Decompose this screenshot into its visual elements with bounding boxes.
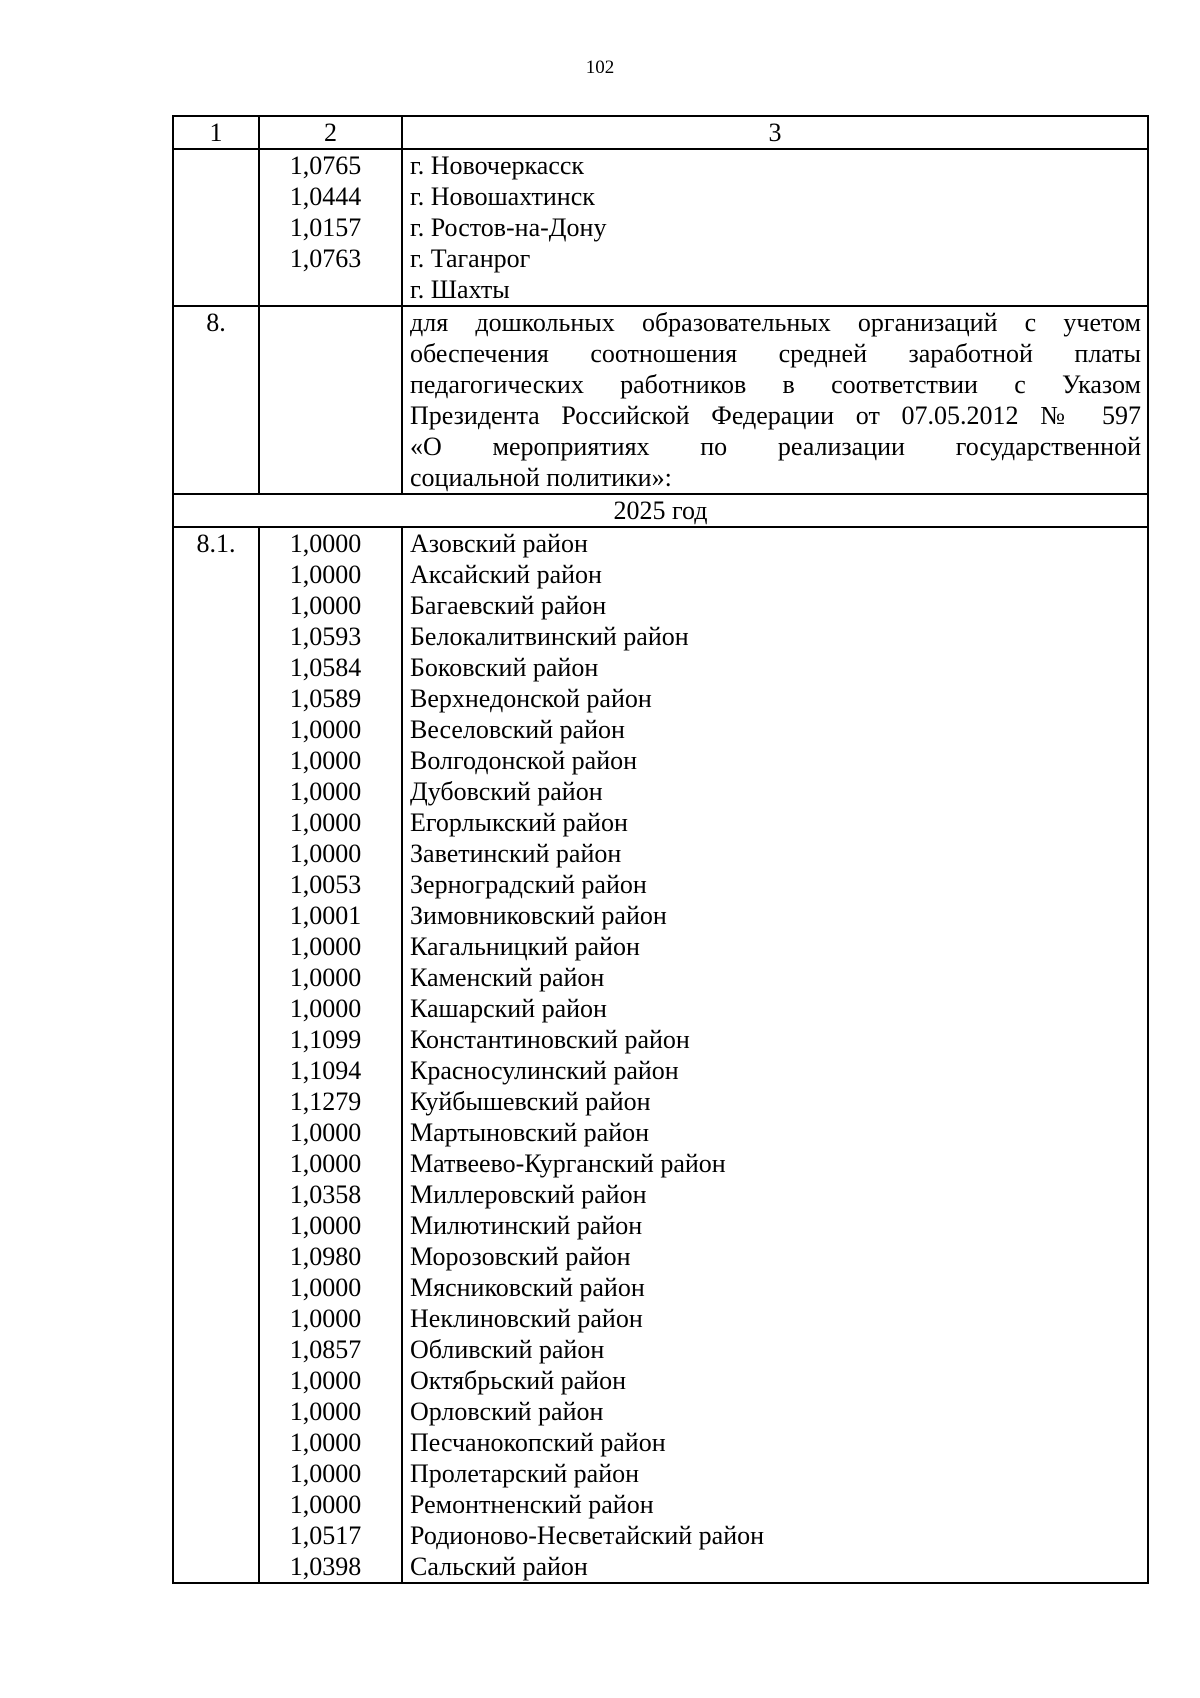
municipality-name-cell: Верхнедонской район bbox=[402, 683, 1148, 714]
coefficient-cell: 1,0000 bbox=[259, 1272, 402, 1303]
municipality-name-cell: Дубовский район bbox=[402, 776, 1148, 807]
table-row bbox=[173, 527, 1148, 559]
municipality-name-cell: Октябрьский район bbox=[402, 1365, 1148, 1396]
coefficients-table bbox=[172, 115, 1149, 1584]
column-header-3: 3 bbox=[402, 116, 1148, 149]
table-row bbox=[173, 243, 1148, 274]
municipality-name-cell: Веселовский район bbox=[402, 714, 1148, 745]
coefficient-cell: 1,0589 bbox=[259, 683, 402, 714]
row-number-cell bbox=[173, 590, 259, 621]
coefficient-cell: 1,0763 bbox=[259, 243, 402, 274]
municipality-name-cell: г. Новочеркасск bbox=[402, 149, 1148, 181]
row-number-cell bbox=[173, 714, 259, 745]
row-number-cell bbox=[173, 652, 259, 683]
description-line: обеспечения соотношения средней заработной платы bbox=[410, 339, 1141, 368]
municipality-name-cell: Кагальницкий район bbox=[402, 931, 1148, 962]
municipality-name-cell: Обливский район bbox=[402, 1334, 1148, 1365]
description-line: «О мероприятиях по реализации государственной bbox=[410, 432, 1141, 461]
column-header-1: 1 bbox=[173, 116, 259, 149]
row-number-cell bbox=[173, 1055, 259, 1086]
municipality-name-cell: Каменский район bbox=[402, 962, 1148, 993]
description-line: социальной политики»: bbox=[410, 463, 672, 492]
municipality-name-cell: Азовский район bbox=[402, 527, 1148, 559]
municipality-name-cell: Милютинский район bbox=[402, 1210, 1148, 1241]
municipality-name-cell: Егорлыкский район bbox=[402, 807, 1148, 838]
section-8-row bbox=[173, 306, 1148, 494]
table-row bbox=[173, 652, 1148, 683]
row-number-cell bbox=[173, 869, 259, 900]
table-row bbox=[173, 1148, 1148, 1179]
coefficient-cell: 1,0593 bbox=[259, 621, 402, 652]
coefficient-cell: 1,0000 bbox=[259, 1458, 402, 1489]
table-row bbox=[173, 962, 1148, 993]
coefficient-cell: 1,0000 bbox=[259, 993, 402, 1024]
municipality-name-cell: Ремонтненский район bbox=[402, 1489, 1148, 1520]
coefficient-cell: 1,0000 bbox=[259, 1396, 402, 1427]
row-number-cell bbox=[173, 900, 259, 931]
coefficient-cell: 1,0980 bbox=[259, 1241, 402, 1272]
table-row bbox=[173, 745, 1148, 776]
municipality-name-cell: Мясниковский район bbox=[402, 1272, 1148, 1303]
coefficient-cell: 1,0000 bbox=[259, 527, 402, 559]
coefficient-cell: 1,0444 bbox=[259, 181, 402, 212]
row-number-cell bbox=[173, 1458, 259, 1489]
coefficient-cell: 1,0000 bbox=[259, 559, 402, 590]
coefficient-cell: 1,0000 bbox=[259, 590, 402, 621]
table-row bbox=[173, 621, 1148, 652]
table-row bbox=[173, 838, 1148, 869]
table-row bbox=[173, 181, 1148, 212]
coefficient-cell: 1,0053 bbox=[259, 869, 402, 900]
section-number-cell: 8.1. bbox=[173, 527, 259, 559]
coefficient-cell: 1,1279 bbox=[259, 1086, 402, 1117]
table-row bbox=[173, 900, 1148, 931]
column-header-2: 2 bbox=[259, 116, 402, 149]
row-number-cell bbox=[173, 1179, 259, 1210]
municipality-name-cell: Кашарский район bbox=[402, 993, 1148, 1024]
row-number-cell bbox=[173, 745, 259, 776]
coefficient-cell: 1,1094 bbox=[259, 1055, 402, 1086]
table-row bbox=[173, 1520, 1148, 1551]
coefficient-cell: 1,0000 bbox=[259, 838, 402, 869]
coefficient-cell: 1,0765 bbox=[259, 149, 402, 181]
row-number-cell bbox=[173, 962, 259, 993]
row-number-cell bbox=[173, 931, 259, 962]
table-row bbox=[173, 1024, 1148, 1055]
row-number-cell bbox=[173, 1551, 259, 1583]
row-number-cell bbox=[173, 1086, 259, 1117]
table-row bbox=[173, 1551, 1148, 1583]
row-number-cell bbox=[173, 181, 259, 212]
table-row bbox=[173, 931, 1148, 962]
header-row bbox=[173, 116, 1148, 149]
table-row bbox=[173, 1117, 1148, 1148]
row-number-cell bbox=[173, 1117, 259, 1148]
row-number-cell bbox=[173, 1396, 259, 1427]
row-number-cell bbox=[173, 1334, 259, 1365]
row-number-cell bbox=[173, 274, 259, 306]
table-row bbox=[173, 1489, 1148, 1520]
row-number-cell bbox=[173, 993, 259, 1024]
table-row bbox=[173, 212, 1148, 243]
coefficient-cell: 1,0000 bbox=[259, 1148, 402, 1179]
row-number-cell bbox=[173, 1024, 259, 1055]
coefficient-cell bbox=[259, 274, 402, 306]
row-number-cell bbox=[173, 683, 259, 714]
municipality-name-cell: Куйбышевский район bbox=[402, 1086, 1148, 1117]
coefficient-cell: 1,0000 bbox=[259, 1365, 402, 1396]
municipality-name-cell: Белокалитвинский район bbox=[402, 621, 1148, 652]
section-description-cell bbox=[402, 306, 1148, 494]
table-row bbox=[173, 1272, 1148, 1303]
municipality-name-cell: Боковский район bbox=[402, 652, 1148, 683]
table-row bbox=[173, 1086, 1148, 1117]
description-line: педагогических работников в соответствии с Указом bbox=[410, 370, 1141, 399]
row-number-cell bbox=[173, 1303, 259, 1334]
table-row bbox=[173, 1427, 1148, 1458]
table-row bbox=[173, 1210, 1148, 1241]
municipality-name-cell: Неклиновский район bbox=[402, 1303, 1148, 1334]
municipality-name-cell: Родионово-Несветайский район bbox=[402, 1520, 1148, 1551]
table-row bbox=[173, 590, 1148, 621]
municipality-name-cell: Морозовский район bbox=[402, 1241, 1148, 1272]
table-row bbox=[173, 776, 1148, 807]
row-number-cell bbox=[173, 621, 259, 652]
coefficient-cell: 1,0000 bbox=[259, 745, 402, 776]
section-number-cell: 8. bbox=[173, 306, 259, 494]
coefficient-cell: 1,0000 bbox=[259, 776, 402, 807]
municipality-name-cell: г. Шахты bbox=[402, 274, 1148, 306]
municipality-name-cell: Орловский район bbox=[402, 1396, 1148, 1427]
municipality-name-cell: Сальский район bbox=[402, 1551, 1148, 1583]
table-row bbox=[173, 807, 1148, 838]
table-row bbox=[173, 559, 1148, 590]
description-line: для дошкольных образовательных организаций с учетом bbox=[410, 308, 1141, 337]
coefficient-cell: 1,1099 bbox=[259, 1024, 402, 1055]
table-row bbox=[173, 149, 1148, 181]
year-row bbox=[173, 494, 1148, 527]
municipality-name-cell: Матвеево-Курганский район bbox=[402, 1148, 1148, 1179]
coefficient-cell: 1,0000 bbox=[259, 1427, 402, 1458]
coefficient-cell bbox=[259, 306, 402, 494]
municipality-name-cell: г. Ростов-на-Дону bbox=[402, 212, 1148, 243]
coefficient-cell: 1,0000 bbox=[259, 1210, 402, 1241]
row-number-cell bbox=[173, 212, 259, 243]
municipality-name-cell: Пролетарский район bbox=[402, 1458, 1148, 1489]
coefficient-cell: 1,0358 bbox=[259, 1179, 402, 1210]
row-number-cell bbox=[173, 243, 259, 274]
table-row bbox=[173, 1334, 1148, 1365]
coefficient-cell: 1,0000 bbox=[259, 807, 402, 838]
coefficient-cell: 1,0398 bbox=[259, 1551, 402, 1583]
coefficient-cell: 1,0857 bbox=[259, 1334, 402, 1365]
municipality-name-cell: Волгодонской район bbox=[402, 745, 1148, 776]
row-number-cell bbox=[173, 1241, 259, 1272]
row-number-cell bbox=[173, 1427, 259, 1458]
row-number-cell bbox=[173, 1148, 259, 1179]
table-row bbox=[173, 993, 1148, 1024]
row-number-cell bbox=[173, 776, 259, 807]
row-number-cell bbox=[173, 807, 259, 838]
row-number-cell bbox=[173, 1210, 259, 1241]
municipality-name-cell: Константиновский район bbox=[402, 1024, 1148, 1055]
municipality-name-cell: Песчанокопский район bbox=[402, 1427, 1148, 1458]
table-row bbox=[173, 683, 1148, 714]
row-number-cell bbox=[173, 1520, 259, 1551]
coefficient-cell: 1,0000 bbox=[259, 931, 402, 962]
table-row bbox=[173, 1396, 1148, 1427]
coefficient-cell: 1,0000 bbox=[259, 1489, 402, 1520]
municipality-name-cell: Миллеровский район bbox=[402, 1179, 1148, 1210]
municipality-name-cell: Зерноградский район bbox=[402, 869, 1148, 900]
coefficient-cell: 1,0000 bbox=[259, 1117, 402, 1148]
row-number-cell bbox=[173, 1272, 259, 1303]
municipality-name-cell: г. Новошахтинск bbox=[402, 181, 1148, 212]
page-number: 102 bbox=[585, 57, 615, 78]
table-row bbox=[173, 1365, 1148, 1396]
municipality-name-cell: Багаевский район bbox=[402, 590, 1148, 621]
coefficient-cell: 1,0001 bbox=[259, 900, 402, 931]
coefficient-cell: 1,0000 bbox=[259, 714, 402, 745]
row-number-cell bbox=[173, 1489, 259, 1520]
row-number-cell bbox=[173, 149, 259, 181]
coefficient-cell: 1,0517 bbox=[259, 1520, 402, 1551]
municipality-name-cell: Красносулинский район bbox=[402, 1055, 1148, 1086]
description-line: Президента Российской Федерации от 07.05.2012 № 597 bbox=[410, 401, 1141, 430]
table-row bbox=[173, 1241, 1148, 1272]
row-number-cell bbox=[173, 1365, 259, 1396]
table-row bbox=[173, 1303, 1148, 1334]
coefficient-cell: 1,0000 bbox=[259, 962, 402, 993]
table-body bbox=[173, 116, 1148, 1583]
municipality-name-cell: Мартыновский район bbox=[402, 1117, 1148, 1148]
table-row bbox=[173, 1179, 1148, 1210]
coefficient-cell: 1,0584 bbox=[259, 652, 402, 683]
row-number-cell bbox=[173, 838, 259, 869]
municipality-name-cell: Заветинский район bbox=[402, 838, 1148, 869]
row-number-cell bbox=[173, 559, 259, 590]
municipality-name-cell: Аксайский район bbox=[402, 559, 1148, 590]
table-row bbox=[173, 1055, 1148, 1086]
table-row bbox=[173, 714, 1148, 745]
year-label: 2025 год bbox=[173, 494, 1148, 527]
coefficient-cell: 1,0157 bbox=[259, 212, 402, 243]
municipality-name-cell: г. Таганрог bbox=[402, 243, 1148, 274]
table-row bbox=[173, 1458, 1148, 1489]
municipality-name-cell: Зимовниковский район bbox=[402, 900, 1148, 931]
table-row bbox=[173, 274, 1148, 306]
coefficient-cell: 1,0000 bbox=[259, 1303, 402, 1334]
table-row bbox=[173, 869, 1148, 900]
